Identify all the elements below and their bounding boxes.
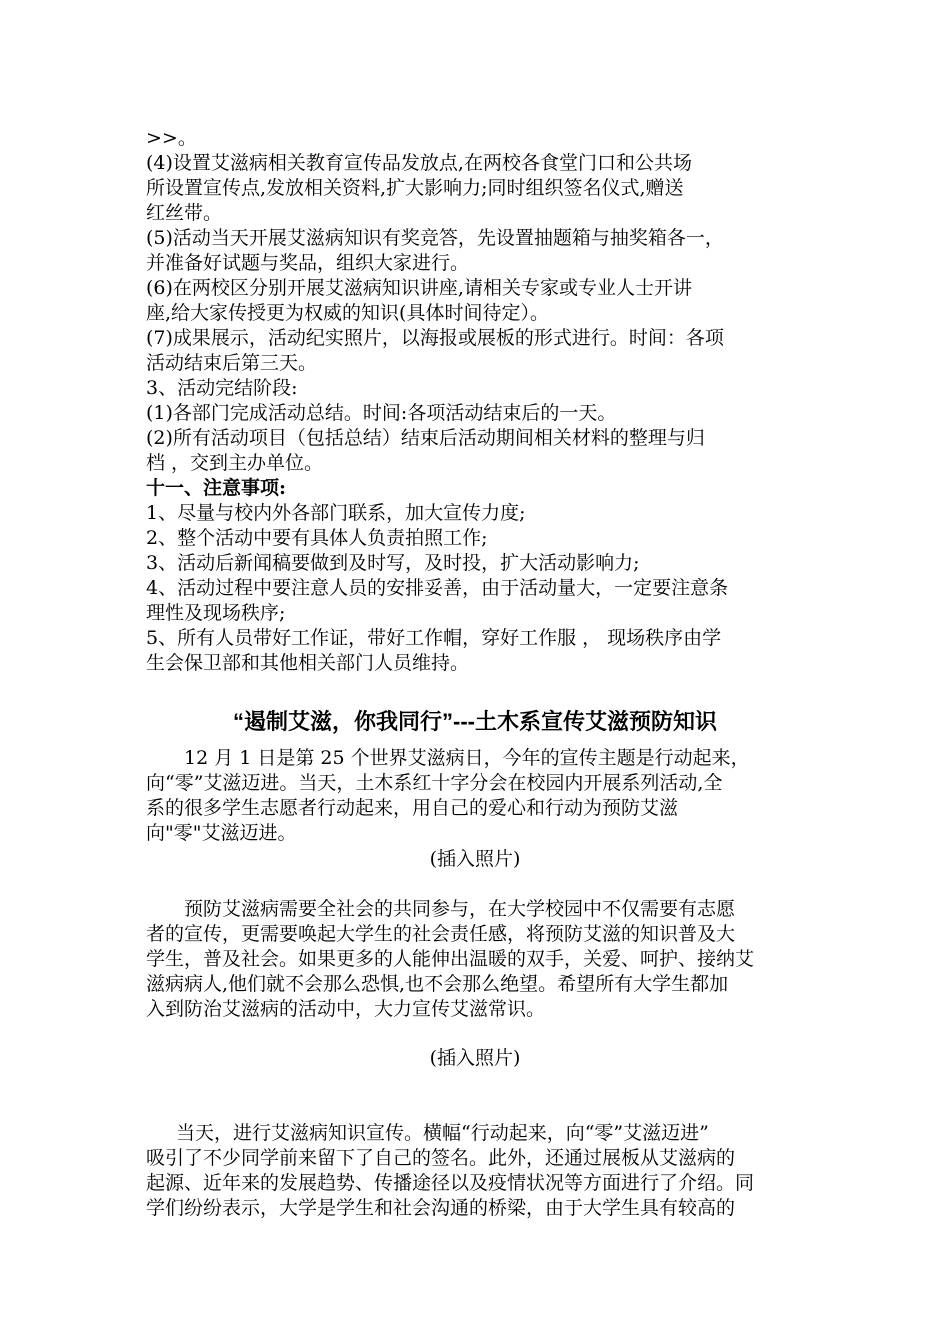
note-item: 5、所有人员带好工作证，带好工作帽，穿好工作服 ， 现场秩序由学 xyxy=(146,627,722,649)
paragraph-line: 向"零"艾滋迈进。 xyxy=(146,822,297,844)
paragraph-line: 12 月 1 日是第 25 个世界艾滋病日，今年的宣传主题是行动起来， xyxy=(184,747,750,769)
note-item: 生会保卫部和其他相关部门人员维持。 xyxy=(146,652,470,674)
paragraph-line: 当天，进行艾滋病知识宣传。横幅“行动起来，向“零”艾滋迈进” xyxy=(176,1122,709,1144)
text-line: >>。 xyxy=(146,127,197,149)
text-line: 3、活动完结阶段: xyxy=(146,377,298,399)
note-item: 2、整个活动中要有具体人负责拍照工作; xyxy=(146,527,488,549)
article-title: “遏制艾滋，你我同行”---土木系宣传艾滋预防知识 xyxy=(233,709,717,734)
paragraph-line: 预防艾滋病需要全社会的共同参与，在大学校园中不仅需要有志愿 xyxy=(184,898,736,920)
text-line: 档 ，交到主办单位。 xyxy=(146,452,324,474)
paragraph-line: 学们纷纷表示，大学是学生和社会沟通的桥梁，由于大学生具有较高的 xyxy=(146,1197,736,1219)
text-line: 活动结束后第三天。 xyxy=(146,352,318,374)
paragraph-line: 入到防治艾滋病的活动中，大力宣传艾滋常识。 xyxy=(146,998,546,1020)
text-line: 并准备好试题与奖品，组织大家进行。 xyxy=(146,252,470,274)
note-item: 4、活动过程中要注意人员的安排妥善，由于活动量大，一定要注意条 xyxy=(146,577,729,599)
text-line: (1)各部门完成活动总结。时间:各项活动结束后的一天。 xyxy=(146,402,617,424)
text-line: 所设置宣传点,发放相关资料,扩大影响力;同时组织签名仪式,赠送 xyxy=(146,177,684,199)
paragraph-line: 起源、近年来的发展趋势、传播途径以及疫情状况等方面进行了介绍。同 xyxy=(146,1172,755,1194)
paragraph-line: 学生，普及社会。如果更多的人能伸出温暖的双手，关爱、呵护、接纳艾 xyxy=(146,948,755,970)
section-heading: 十一、注意事项: xyxy=(146,477,287,499)
paragraph-line: 向“零”艾滋迈进。当天，土木系红十字分会在校园内开展系列活动,全 xyxy=(146,772,723,794)
photo-placeholder: (插入照片) xyxy=(429,1047,521,1069)
note-item: 理性及现场秩序; xyxy=(146,602,286,624)
text-line: 红丝带。 xyxy=(146,202,223,224)
text-line: (6)在两校区分别开展艾滋病知识讲座,请相关专家或专业人士开讲 xyxy=(146,277,692,299)
paragraph-line: 系的很多学生志愿者行动起来，用自己的爱心和行动为预防艾滋 xyxy=(146,797,679,819)
text-line: 座,给大家传授更为权威的知识(具体时间待定）。 xyxy=(146,302,549,324)
paragraph-line: 滋病病人,他们就不会那么恐惧,也不会那么绝望。希望所有大学生都加 xyxy=(146,973,729,995)
paragraph-line: 吸引了不少同学前来留下了自己的签名。此外，还通过展板从艾滋病的 xyxy=(146,1147,736,1169)
note-item: 1、尽量与校内外各部门联系，加大宣传力度; xyxy=(146,502,526,524)
text-line: (7)成果展示，活动纪实照片，以海报或展板的形式进行。时间：各项 xyxy=(146,327,724,349)
note-item: 3、活动后新闻稿要做到及时写，及时投，扩大活动影响力; xyxy=(146,552,640,574)
text-line: (5)活动当天开展艾滋病知识有奖竞答，先设置抽题箱与抽奖箱各一， xyxy=(146,227,724,249)
text-line: (2)所有活动项目（包括总结）结束后活动期间相关材料的整理与归 xyxy=(146,427,705,449)
text-line: (4)设置艾滋病相关教育宣传品发放点,在两校各食堂门口和公共场 xyxy=(146,152,692,174)
paragraph-line: 者的宣传，更需要唤起大学生的社会责任感，将预防艾滋的知识普及大 xyxy=(146,923,736,945)
photo-placeholder: (插入照片) xyxy=(429,848,521,870)
